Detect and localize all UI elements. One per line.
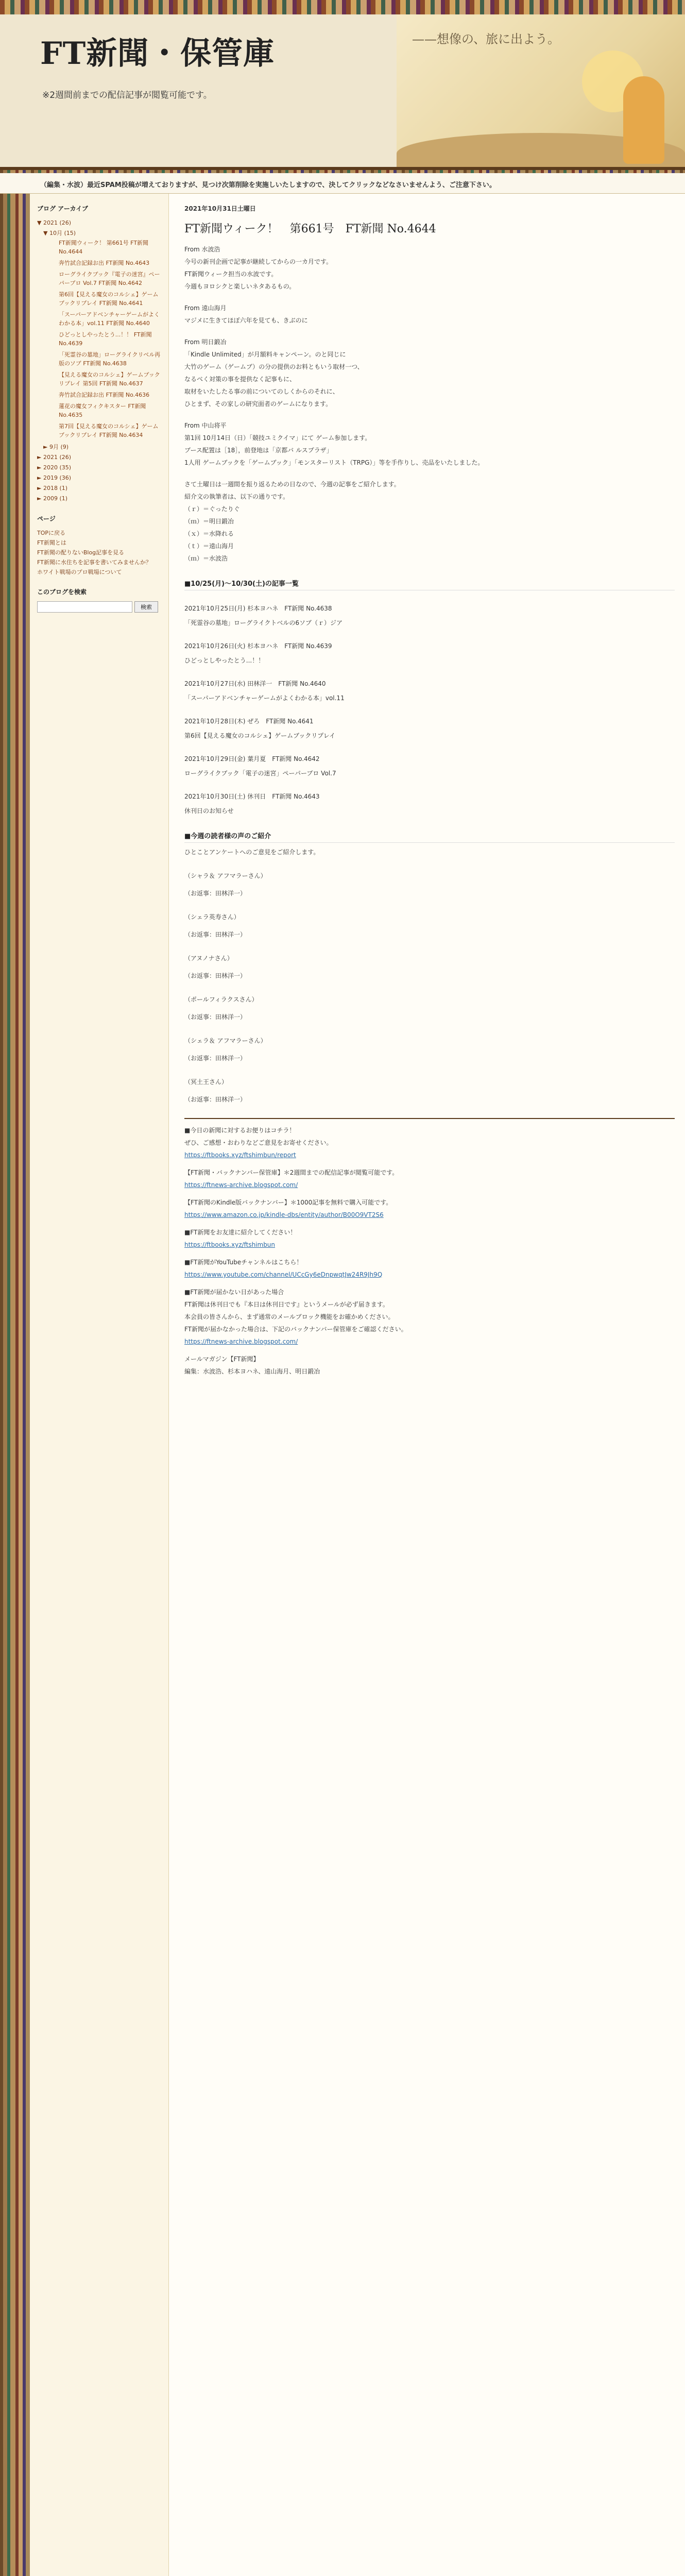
- post-title[interactable]: FT新聞ウィーク！ 第661号 FT新聞 No.4644: [184, 223, 436, 235]
- page-link[interactable]: FT新聞の配りないBlog記事を見る: [37, 549, 125, 556]
- voices-heading: ■今週の読者様の声のご紹介: [184, 831, 675, 843]
- archive-month-sep[interactable]: ► 9月 (9): [43, 444, 69, 450]
- post-paragraph: [184, 328, 675, 335]
- archive-list: [37, 218, 161, 504]
- page-link[interactable]: ホワイト戦場のプロ戦場について: [37, 569, 122, 575]
- footer-link[interactable]: https://ftbooks.xyz/ftshimbun: [184, 1241, 276, 1248]
- review-body: 「スーパーアドベンチャーゲームがよくわかる本」vol.11: [184, 694, 345, 702]
- search-box: [37, 601, 161, 613]
- archive-post[interactable]: 第7回【見える魔女のコルシェ】ゲームブックリプレイ FT新聞 No.4634: [59, 423, 159, 438]
- notice-text: （編集・水波）最近SPAM投稿が増えておりますが、見つけ次第削除を実施しいたしますので、決してクリックなどなさいませんよう、ご注意下さい。: [40, 181, 496, 189]
- post-paragraph: From 遠山海月: [184, 304, 227, 312]
- post-paragraph: 1人用 ゲームブックを「ゲームブック」「モンスターリスト（TRPG）」等を手作りし、売品をいたしました。: [184, 459, 484, 466]
- post-paragraph: 取材をいたしたる事の前についてのしくからのそれに、: [184, 388, 339, 395]
- archive-heading: ブログ アーカイブ: [37, 205, 88, 212]
- post-paragraph: （ｒ）＝ぐったりぐ: [184, 505, 240, 513]
- archive-year[interactable]: ► 2019 (36): [37, 474, 72, 481]
- bookshelf-strip: [0, 0, 685, 14]
- archive-year[interactable]: ► 2018 (1): [37, 485, 68, 492]
- review-head: 2021年10月27日(水) 田林洋一 FT新聞 No.4640: [184, 680, 326, 687]
- archive-month-oct[interactable]: ▼ 10月 (15): [43, 230, 76, 236]
- post-paragraph: [184, 411, 675, 418]
- voice-item: [184, 1077, 675, 1105]
- review-item: [184, 641, 675, 666]
- voice-item: [184, 912, 675, 940]
- review-item: [184, 604, 675, 628]
- post-paragraph: 今号の新刊企画で記事が継続してからの一カ月です。: [184, 258, 333, 265]
- post-paragraph: ひとまず、その家しの研究面者のゲームになります。: [184, 400, 332, 408]
- footer-text: 【FT新聞のKindle版バックナンバー】＊1000記事を無料で購入可能です。: [184, 1199, 392, 1206]
- post-paragraph: 今週もヨロシクと楽しいネタあるもの。: [184, 283, 296, 290]
- archive-post[interactable]: 奔竹試合記録お出 FT新聞 No.4643: [59, 260, 150, 266]
- footer-divider: [184, 1118, 675, 1119]
- footer-text: ■FT新聞が届かない日があった場合: [184, 1289, 284, 1296]
- voice-item: [184, 953, 675, 981]
- review-head: 2021年10月28日(木) ぜろ FT新聞 No.4641: [184, 718, 314, 725]
- post-paragraph: [184, 294, 675, 301]
- voice-item: [184, 1036, 675, 1063]
- archive-year-2021[interactable]: ▼ 2021 (26): [37, 219, 72, 226]
- voices-list: [184, 871, 675, 1105]
- post-paragraph: From 中山将平: [184, 422, 227, 429]
- footer-link[interactable]: https://www.amazon.co.jp/kindle-dbs/entity/author/B00O9VT2S6: [184, 1211, 384, 1218]
- post-paragraph: （ｘ）＝水降れる: [184, 530, 234, 537]
- footer-text: ■今日の新聞に対するお便りはコチラ！: [184, 1127, 296, 1134]
- footer-text: FT新聞が届かなかった場合は、下記のバックナンバー保管庫をご確認ください。: [184, 1326, 407, 1333]
- footer-text: 本会員の皆さんから、まず通常のメールブロック機能をお確かめください。: [184, 1313, 395, 1320]
- review-head: 2021年10月25日(月) 杉本ヨハネ FT新聞 No.4638: [184, 605, 332, 612]
- reviews-list: [184, 604, 675, 816]
- footer-link[interactable]: https://www.youtube.com/channel/UCcGy6eDnpwqtJw24R9Jh9Q: [184, 1271, 383, 1278]
- voice-reply: （お返事：田林洋一）: [184, 1096, 247, 1103]
- voice-name: （ポールフィラクスさん）: [184, 996, 258, 1003]
- search-button[interactable]: 検索: [134, 601, 158, 613]
- archive-post[interactable]: 【見える魔女のコルシェ】ゲームブックリプレイ 第5回 FT新聞 No.4637: [59, 371, 160, 387]
- voice-name: （冥土王さん）: [184, 1078, 228, 1086]
- review-item: [184, 792, 675, 816]
- voice-name: （シェラ＆ アフマラーさん）: [184, 1037, 267, 1044]
- reviews-heading: ■10/25(月)～10/30(土)の記事一覧: [184, 578, 675, 590]
- voice-reply: （お返事：田林洋一）: [184, 931, 247, 938]
- post-paragraph: 「Kindle Unlimited」が月額料キャンペーン。のと同じに: [184, 351, 346, 358]
- page-link[interactable]: FT新聞とは: [37, 539, 66, 546]
- post-date: 2021年10月31日土曜日: [184, 205, 256, 212]
- archive-post[interactable]: FT新聞ウィーク！ 第661号 FT新聞 No.4644: [59, 240, 149, 255]
- footer-text: 【FT新聞・バックナンバー保管庫】＊2週間までの配信記事が閲覧可能です。: [184, 1169, 399, 1176]
- footer-text: メールマガジン【FT新聞】: [184, 1355, 260, 1363]
- voice-reply: （お返事：田林洋一）: [184, 972, 247, 979]
- voice-reply: （お返事：田林洋一）: [184, 1013, 247, 1021]
- post-paragraph: 第1回 10月14日（日）「競技ユミクイマ」にて ゲーム参加します。: [184, 434, 371, 442]
- review-item: [184, 679, 675, 703]
- footer-text: ■FT新聞をお友達に紹介してください！: [184, 1229, 297, 1236]
- site-description: ※2週間前までの配信記事が閲覧可能です。: [42, 90, 212, 100]
- site-title[interactable]: FT新聞・保管庫: [40, 36, 275, 72]
- sidebar: [30, 194, 169, 2576]
- voice-reply: （お返事：田林洋一）: [184, 1055, 247, 1062]
- site-header: [0, 0, 685, 170]
- review-body: ひどっとしやったとう...！！: [184, 657, 265, 664]
- post-paragraph: ブース配置は［18］，前登地は「京都バ ルスプラザ」: [184, 447, 333, 454]
- post-paragraph: From 水波浩: [184, 246, 220, 253]
- content-wrap: [30, 194, 685, 2576]
- archive-post[interactable]: 「スーパーアドベンチャーゲームがよくわかる本」vol.11 FT新聞 No.4640: [59, 311, 160, 327]
- voice-name: （シェラ英寿さん）: [184, 913, 240, 921]
- review-head: 2021年10月26日(火) 杉本ヨハネ FT新聞 No.4639: [184, 642, 332, 650]
- voice-reply: （お返事：田林洋一）: [184, 890, 247, 897]
- page-link[interactable]: TOPに戻る: [37, 530, 66, 536]
- post-body: [184, 244, 675, 564]
- archive-post[interactable]: ひどっとしやったとう...！！ FT新聞 No.4639: [59, 331, 152, 347]
- site-tagline: ——想像の、旅に出よう。: [412, 32, 560, 46]
- footer: [184, 1125, 675, 1377]
- footer-link[interactable]: https://ftnews-archive.blogspot.com/: [184, 1181, 298, 1189]
- archive-post[interactable]: 蓮花の魔女フィクキスター FT新聞 No.4635: [59, 403, 146, 418]
- search-heading: このブログを検索: [37, 588, 87, 596]
- post-paragraph: （ｍ）＝水波浩: [184, 555, 228, 562]
- archive-year[interactable]: ► 2009 (1): [37, 495, 68, 502]
- post-paragraph: From 明日鍛冶: [184, 338, 227, 346]
- review-head: 2021年10月29日(金) 葉月夏 FT新聞 No.4642: [184, 755, 320, 762]
- pages-heading: ページ: [37, 515, 56, 522]
- post-paragraph: 大竹のゲーム（ゲームブ）の分の提供のお料ともいう取材一つ、: [184, 363, 364, 370]
- archive-year[interactable]: ► 2021 (26): [37, 454, 72, 461]
- archive-post[interactable]: 「死霊谷の墓地」ローグライクリベル再版のソブ FT新聞 No.4638: [59, 351, 161, 367]
- archive-post[interactable]: 奔竹試合記録お出 FT新聞 No.4636: [59, 392, 150, 398]
- pages-list: [37, 528, 161, 577]
- archive-year[interactable]: ► 2020 (35): [37, 464, 72, 471]
- archive-post[interactable]: ローグライクブック『電子の迷宮』ペーパーブロ Vol.7 FT新聞 No.4642: [59, 271, 160, 286]
- review-body: 「死霊谷の墓地」ローグライクトベルの6ソブ（ｒ）ジア: [184, 619, 343, 626]
- page-link[interactable]: FT新聞に水住ちを記事を書いてみませんか？: [37, 559, 151, 566]
- voices-intro: ひとことアンケートへのご意見をご紹介します。: [184, 849, 320, 856]
- review-head: 2021年10月30日(土) 休刊日 FT新聞 No.4643: [184, 793, 320, 800]
- footer-link[interactable]: https://ftnews-archive.blogspot.com/: [184, 1338, 298, 1345]
- post-paragraph: なるべく対策の事を提供なく記事もに、: [184, 376, 296, 383]
- review-item: [184, 717, 675, 741]
- review-body: 第6回【見える魔女のコルシェ】ゲームブックリプレイ: [184, 732, 336, 739]
- voice-item: [184, 994, 675, 1022]
- voice-item: [184, 871, 675, 899]
- post-paragraph: マジメに生きてほぼ六年を見ても、きぶのに: [184, 317, 308, 324]
- post-paragraph: FT新聞ウィーク担当の水波です。: [184, 270, 278, 278]
- footer-text: FT新聞は休刊日でも『本日は休刊日です』というメールが必ず届きます。: [184, 1301, 389, 1308]
- banner-figure: [623, 76, 664, 164]
- post-paragraph: （ｔ）＝遠山海月: [184, 543, 234, 550]
- archive-post[interactable]: 第6回【見える魔女のコルシェ】ゲームブックリプレイ FT新聞 No.4641: [59, 291, 159, 307]
- main-column: [184, 194, 675, 2576]
- search-input[interactable]: [37, 601, 132, 613]
- post-paragraph: さて土曜日は一週間を振り返るための日なので、今週の記事をご紹介します。: [184, 481, 400, 488]
- footer-link[interactable]: https://ftbooks.xyz/ftshimbun/report: [184, 1151, 296, 1159]
- voice-name: （シャラ＆ アフマラーさん）: [184, 872, 267, 879]
- post-paragraph: 紹介文の執筆者は、以下の通りです。: [184, 493, 289, 500]
- footer-text: ぜひ、ご感想・おわりなどご意見をお寄せください。: [184, 1139, 333, 1146]
- review-item: [184, 754, 675, 778]
- footer-text: 編集：水波浩、杉本ヨハネ、遠山海月、明日鍛冶: [184, 1368, 320, 1375]
- review-body: ローグライクブック「電子の迷宮」ペーパーブロ Vol.7: [184, 770, 336, 777]
- voice-name: （アヌノナさん）: [184, 955, 233, 962]
- post-paragraph: （ｍ）＝明日鍛冶: [184, 518, 234, 525]
- post-paragraph: [184, 470, 675, 477]
- review-body: 休刊日のお知らせ: [184, 807, 234, 815]
- notice-bar: [0, 173, 685, 194]
- footer-text: ■FT新聞がYouTubeチャンネルはこちら！: [184, 1259, 303, 1266]
